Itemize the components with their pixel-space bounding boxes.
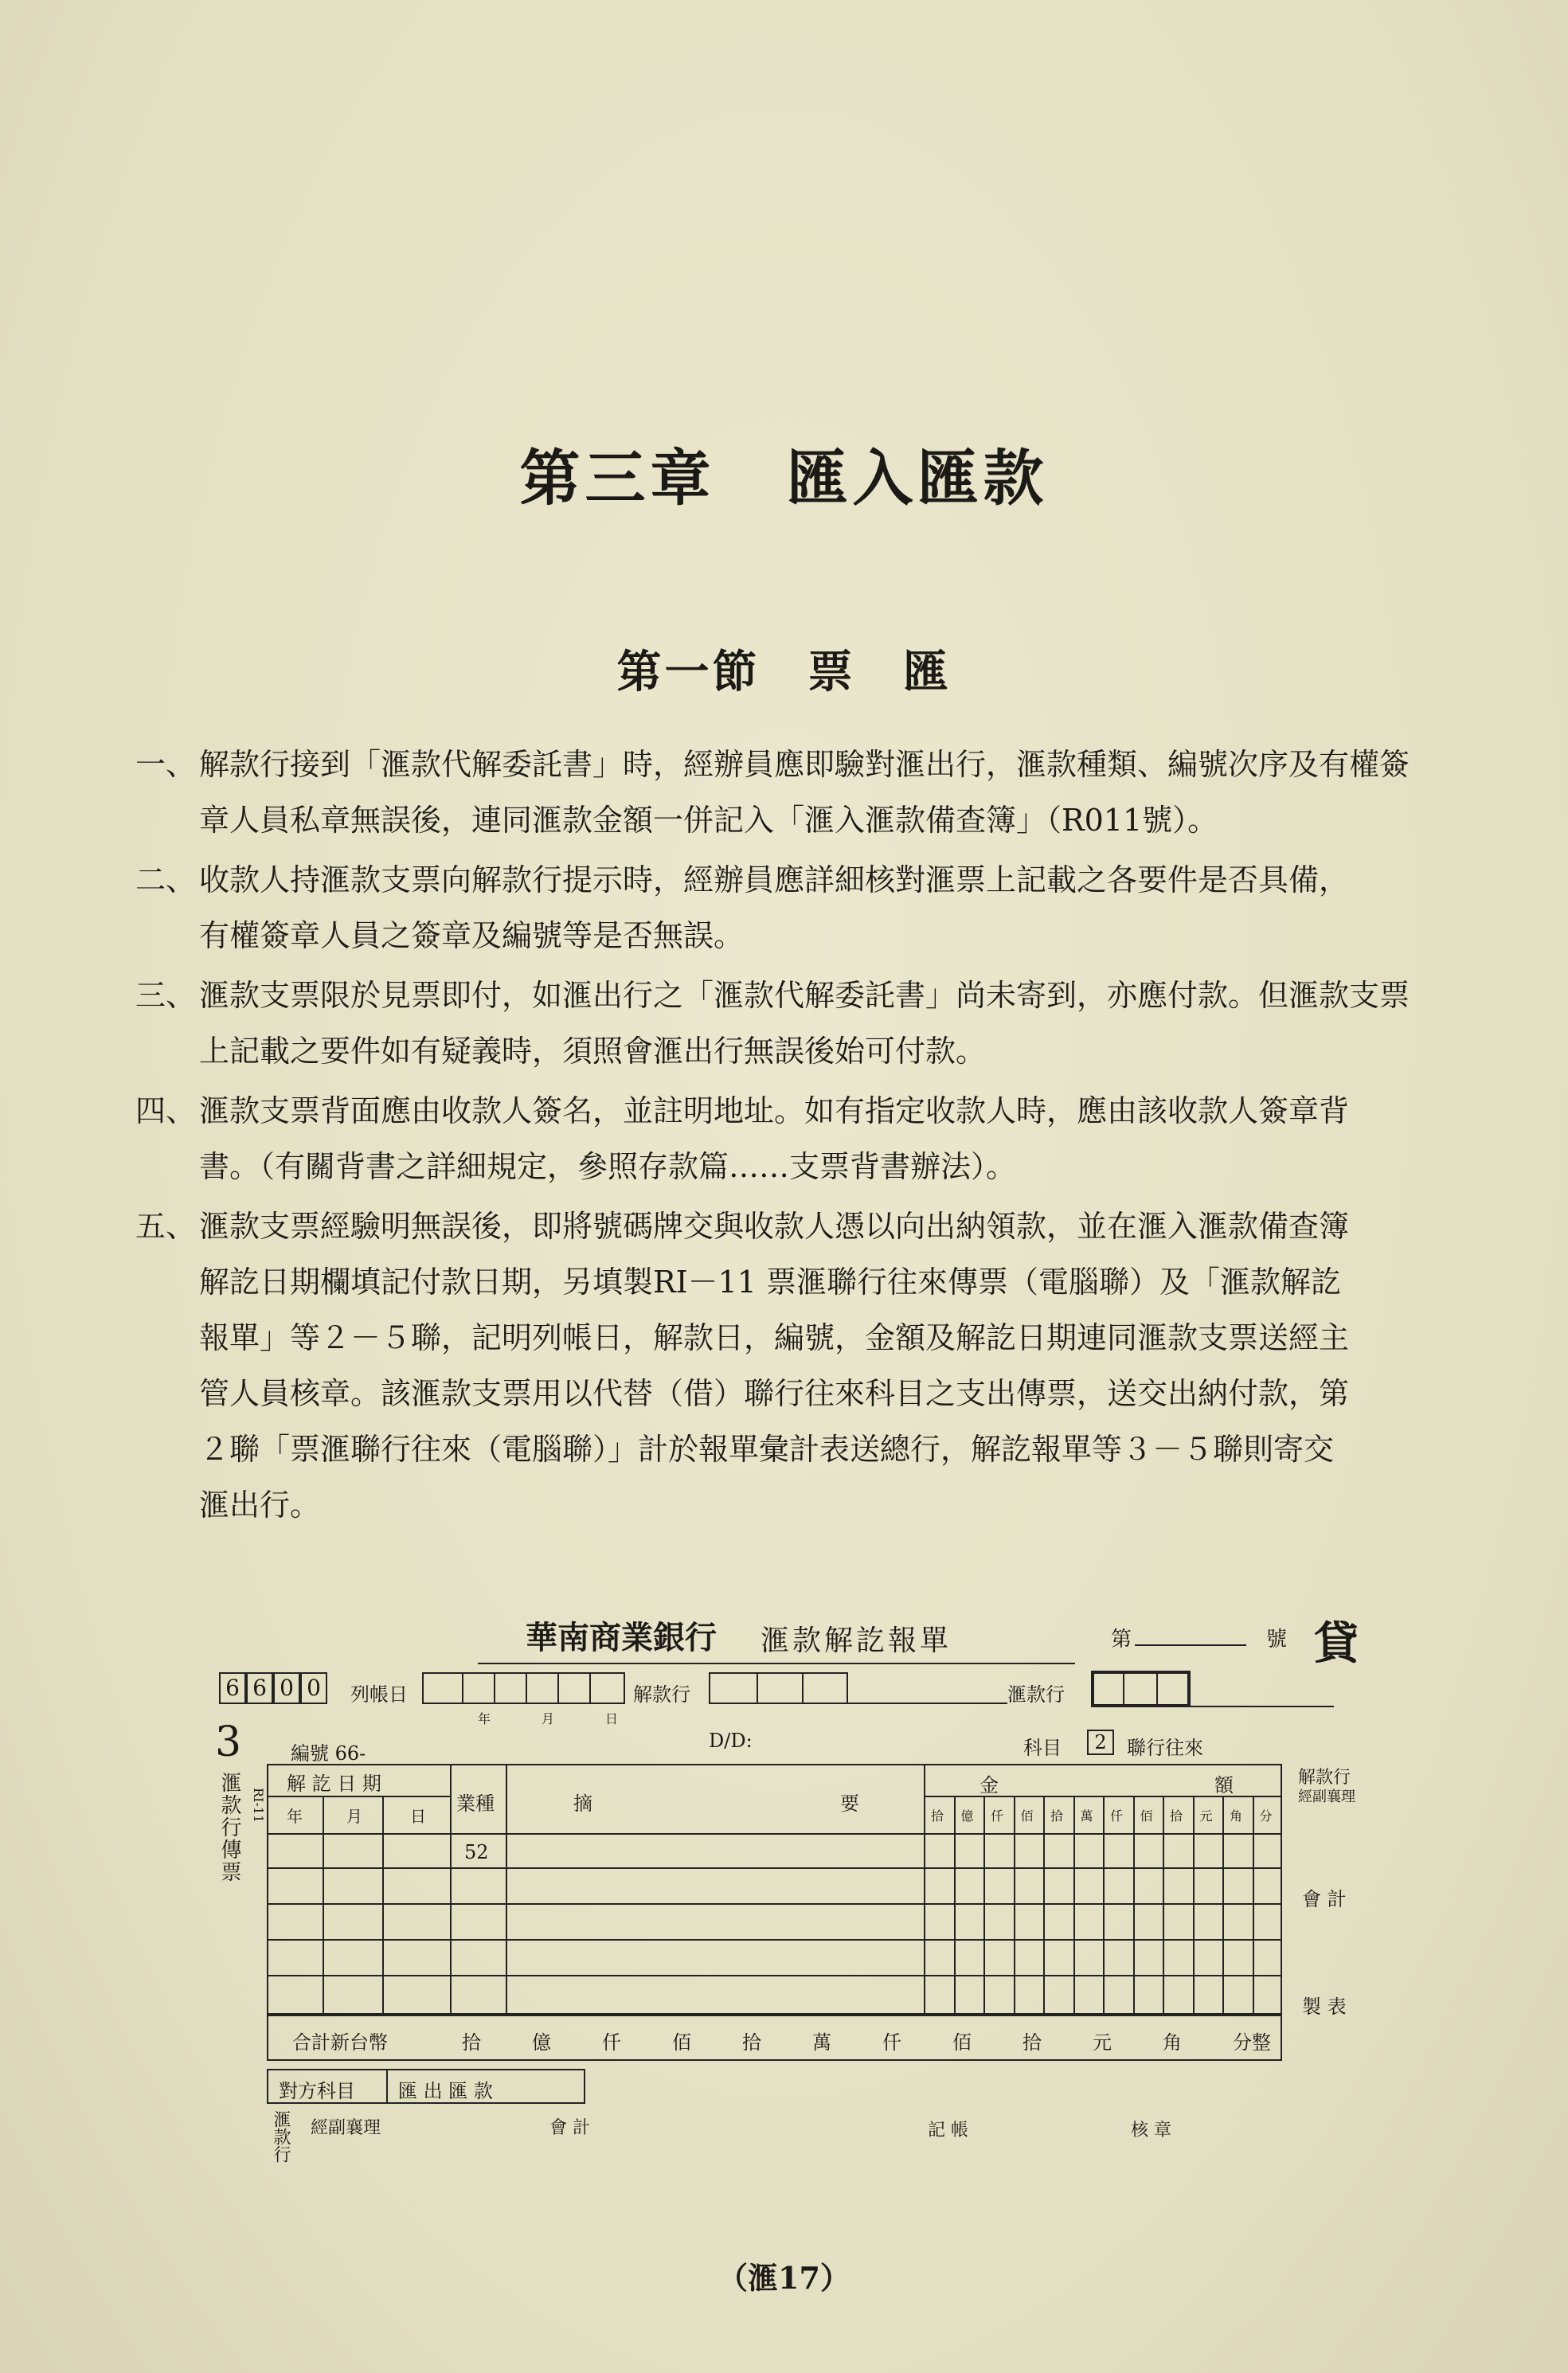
digit-unit: 角 bbox=[1230, 1808, 1243, 1824]
col-year: 年 bbox=[287, 1807, 303, 1826]
bottom-check: 核 章 bbox=[1131, 2121, 1171, 2140]
credit-mark: 貸 bbox=[1314, 1617, 1359, 1670]
col-day: 日 bbox=[410, 1807, 426, 1826]
code-digit: 6 bbox=[246, 1672, 273, 1704]
copy-number: 3 bbox=[215, 1718, 242, 1766]
total-unit: 萬 bbox=[812, 2031, 831, 2054]
col-summary-1: 摘 bbox=[573, 1792, 592, 1815]
code-digit: 6 bbox=[219, 1672, 246, 1704]
page-number: （滙17） bbox=[718, 2260, 850, 2296]
col-settle-date: 解 訖 日 期 bbox=[287, 1773, 381, 1795]
paragraph-number: 一、 bbox=[135, 747, 197, 782]
col-amount-1: 金 bbox=[980, 1774, 999, 1796]
section-name-part2: 匯 bbox=[903, 646, 952, 698]
paragraph-1 bbox=[135, 737, 1441, 848]
digit-unit: 仟 bbox=[1110, 1808, 1124, 1824]
paragraph-5 bbox=[135, 1198, 1441, 1533]
serial-label: 編號 66- bbox=[291, 1742, 366, 1765]
paragraph-line: 有權簽章人員之簽章及編號等是否無誤。 bbox=[199, 918, 745, 953]
digit-unit: 拾 bbox=[1050, 1808, 1064, 1824]
form-title: 滙款解訖報單 bbox=[761, 1624, 952, 1657]
bank-name: 華南商業銀行 bbox=[526, 1619, 717, 1656]
total-label: 合計新台幣 bbox=[292, 2031, 388, 2054]
type-value: 52 bbox=[464, 1841, 489, 1863]
section-name-part1: 票 bbox=[807, 646, 856, 698]
digit-unit: 佰 bbox=[1140, 1808, 1153, 1824]
col-month: 月 bbox=[346, 1807, 362, 1826]
paragraph-number: 四、 bbox=[135, 1093, 197, 1128]
col-summary-2: 要 bbox=[840, 1792, 859, 1815]
digit-unit: 億 bbox=[960, 1808, 974, 1824]
section-label: 第一節 bbox=[616, 646, 761, 698]
remittance-settlement-form bbox=[203, 1593, 1366, 2214]
paragraph-2 bbox=[135, 852, 1441, 964]
paragraph-number: 二、 bbox=[135, 862, 197, 897]
col-amount-2: 額 bbox=[1214, 1774, 1234, 1796]
day-label: 日 bbox=[605, 1711, 619, 1726]
paragraph-line: 章人員私章無誤後，連同滙款金額一併記入「滙入滙款備查簿」（R011號）。 bbox=[199, 803, 1218, 838]
paragraph-number: 五、 bbox=[135, 1209, 197, 1244]
form-code: RI-11 bbox=[251, 1788, 266, 1824]
posting-date-label: 列帳日 bbox=[350, 1683, 408, 1706]
subject-label: 科目 bbox=[1023, 1737, 1062, 1759]
paragraph-line: 報單」等２－５聯，記明列帳日，解款日，編號，金額及解訖日期連同滙款支票送經主 bbox=[199, 1320, 1350, 1355]
paragraph-4 bbox=[135, 1083, 1441, 1194]
total-unit: 分整 bbox=[1233, 2031, 1271, 2054]
paragraph-line: 書。（有關背書之詳細規定，參照存款篇……支票背書辦法）。 bbox=[199, 1149, 1017, 1184]
bottom-side-label: 滙款行 bbox=[271, 2110, 291, 2163]
bottom-accounting: 會 計 bbox=[549, 2118, 590, 2138]
paragraph-number: 三、 bbox=[135, 978, 197, 1013]
paragraph-line: ２聯「票滙聯行往來（電腦聯）」計於報單彙計表送總行，解訖報單等３－５聯則寄交 bbox=[199, 1432, 1335, 1467]
digit-unit: 元 bbox=[1199, 1808, 1213, 1824]
digit-unit: 分 bbox=[1259, 1808, 1273, 1824]
remitting-bank-label: 滙款行 bbox=[1007, 1683, 1065, 1706]
right-label-manager: 經副襄理 bbox=[1298, 1789, 1355, 1805]
code-digit: 0 bbox=[273, 1672, 300, 1704]
dd-label: D/D: bbox=[709, 1730, 753, 1752]
paragraph-line: 收款人持滙款支票向解款行提示時，經辦員應詳細核對滙票上記載之各要件是否具備， bbox=[199, 862, 1350, 897]
total-unit: 仟 bbox=[882, 2031, 901, 2054]
chapter-label: 第三章 bbox=[519, 443, 716, 514]
paragraph-line: 上記載之要件如有疑義時，須照會滙出行無誤後始可付款。 bbox=[199, 1034, 987, 1069]
number-prefix: 第 bbox=[1111, 1628, 1132, 1652]
number-suffix: 號 bbox=[1266, 1628, 1288, 1652]
total-unit: 元 bbox=[1093, 2031, 1112, 2054]
bottom-manager: 經副襄理 bbox=[311, 2118, 381, 2138]
bottom-bookkeeping: 記 帳 bbox=[928, 2121, 968, 2140]
paying-bank-label: 解款行 bbox=[633, 1683, 690, 1706]
digit-unit: 萬 bbox=[1080, 1808, 1093, 1824]
chapter-name: 匯入匯款 bbox=[787, 443, 1049, 514]
digit-unit: 拾 bbox=[931, 1808, 944, 1824]
right-label-paying-bank: 解款行 bbox=[1298, 1768, 1351, 1788]
right-label-prepare: 製 表 bbox=[1302, 1996, 1347, 2018]
copy-name: 滙款行傳票 bbox=[217, 1772, 241, 1883]
year-label: 年 bbox=[478, 1711, 491, 1726]
paragraph-line: 滙款支票經驗明無誤後，即將號碼牌交與收款人憑以向出納領款，並在滙入滙款備查簿 bbox=[199, 1209, 1350, 1244]
total-unit: 佰 bbox=[952, 2031, 972, 2054]
paragraph-line: 解款行接到「滙款代解委託書」時，經辦員應即驗對滙出行，滙款種類、編號次序及有權簽 bbox=[199, 747, 1410, 782]
total-unit: 佰 bbox=[672, 2031, 691, 2054]
right-label-accounting: 會 計 bbox=[1302, 1888, 1347, 1910]
paragraph-line: 滙款支票限於見票即付，如滙出行之「滙款代解委託書」尚未寄到，亦應付款。但滙款支票 bbox=[199, 978, 1410, 1013]
code-digit: 0 bbox=[300, 1672, 327, 1704]
subject-box: 2 bbox=[1087, 1730, 1114, 1755]
paragraph-line: 解訖日期欄填記付款日期，另填製RI－11 票滙聯行往來傳票（電腦聯）及「滙款解訖 bbox=[199, 1265, 1342, 1300]
subject-value: 聯行往來 bbox=[1127, 1737, 1203, 1759]
counter-subject-label: 對方科目 bbox=[279, 2080, 355, 2102]
col-type: 業種 bbox=[456, 1792, 495, 1815]
total-unit: 拾 bbox=[742, 2031, 761, 2054]
month-label: 月 bbox=[542, 1711, 555, 1726]
total-unit: 億 bbox=[532, 2031, 551, 2054]
total-unit: 角 bbox=[1163, 2031, 1182, 2054]
digit-unit: 拾 bbox=[1170, 1808, 1183, 1824]
chapter-title bbox=[0, 430, 1568, 517]
paragraph-line: 滙出行。 bbox=[199, 1488, 321, 1523]
digit-unit: 仟 bbox=[991, 1808, 1004, 1824]
total-unit: 仟 bbox=[602, 2031, 621, 2054]
digit-unit: 佰 bbox=[1020, 1808, 1034, 1824]
total-unit: 拾 bbox=[1023, 2031, 1042, 2054]
counter-subject-value: 匯 出 匯 款 bbox=[398, 2080, 493, 2102]
paragraph-line: 滙款支票背面應由收款人簽名，並註明地址。如有指定收款人時，應由該收款人簽章背 bbox=[199, 1093, 1350, 1128]
total-unit: 拾 bbox=[462, 2031, 481, 2054]
paragraph-line: 管人員核章。該滙款支票用以代替（借）聯行往來科目之支出傳票，送交出納付款，第 bbox=[199, 1376, 1350, 1411]
section-title bbox=[0, 637, 1568, 701]
paragraph-3 bbox=[135, 968, 1441, 1079]
